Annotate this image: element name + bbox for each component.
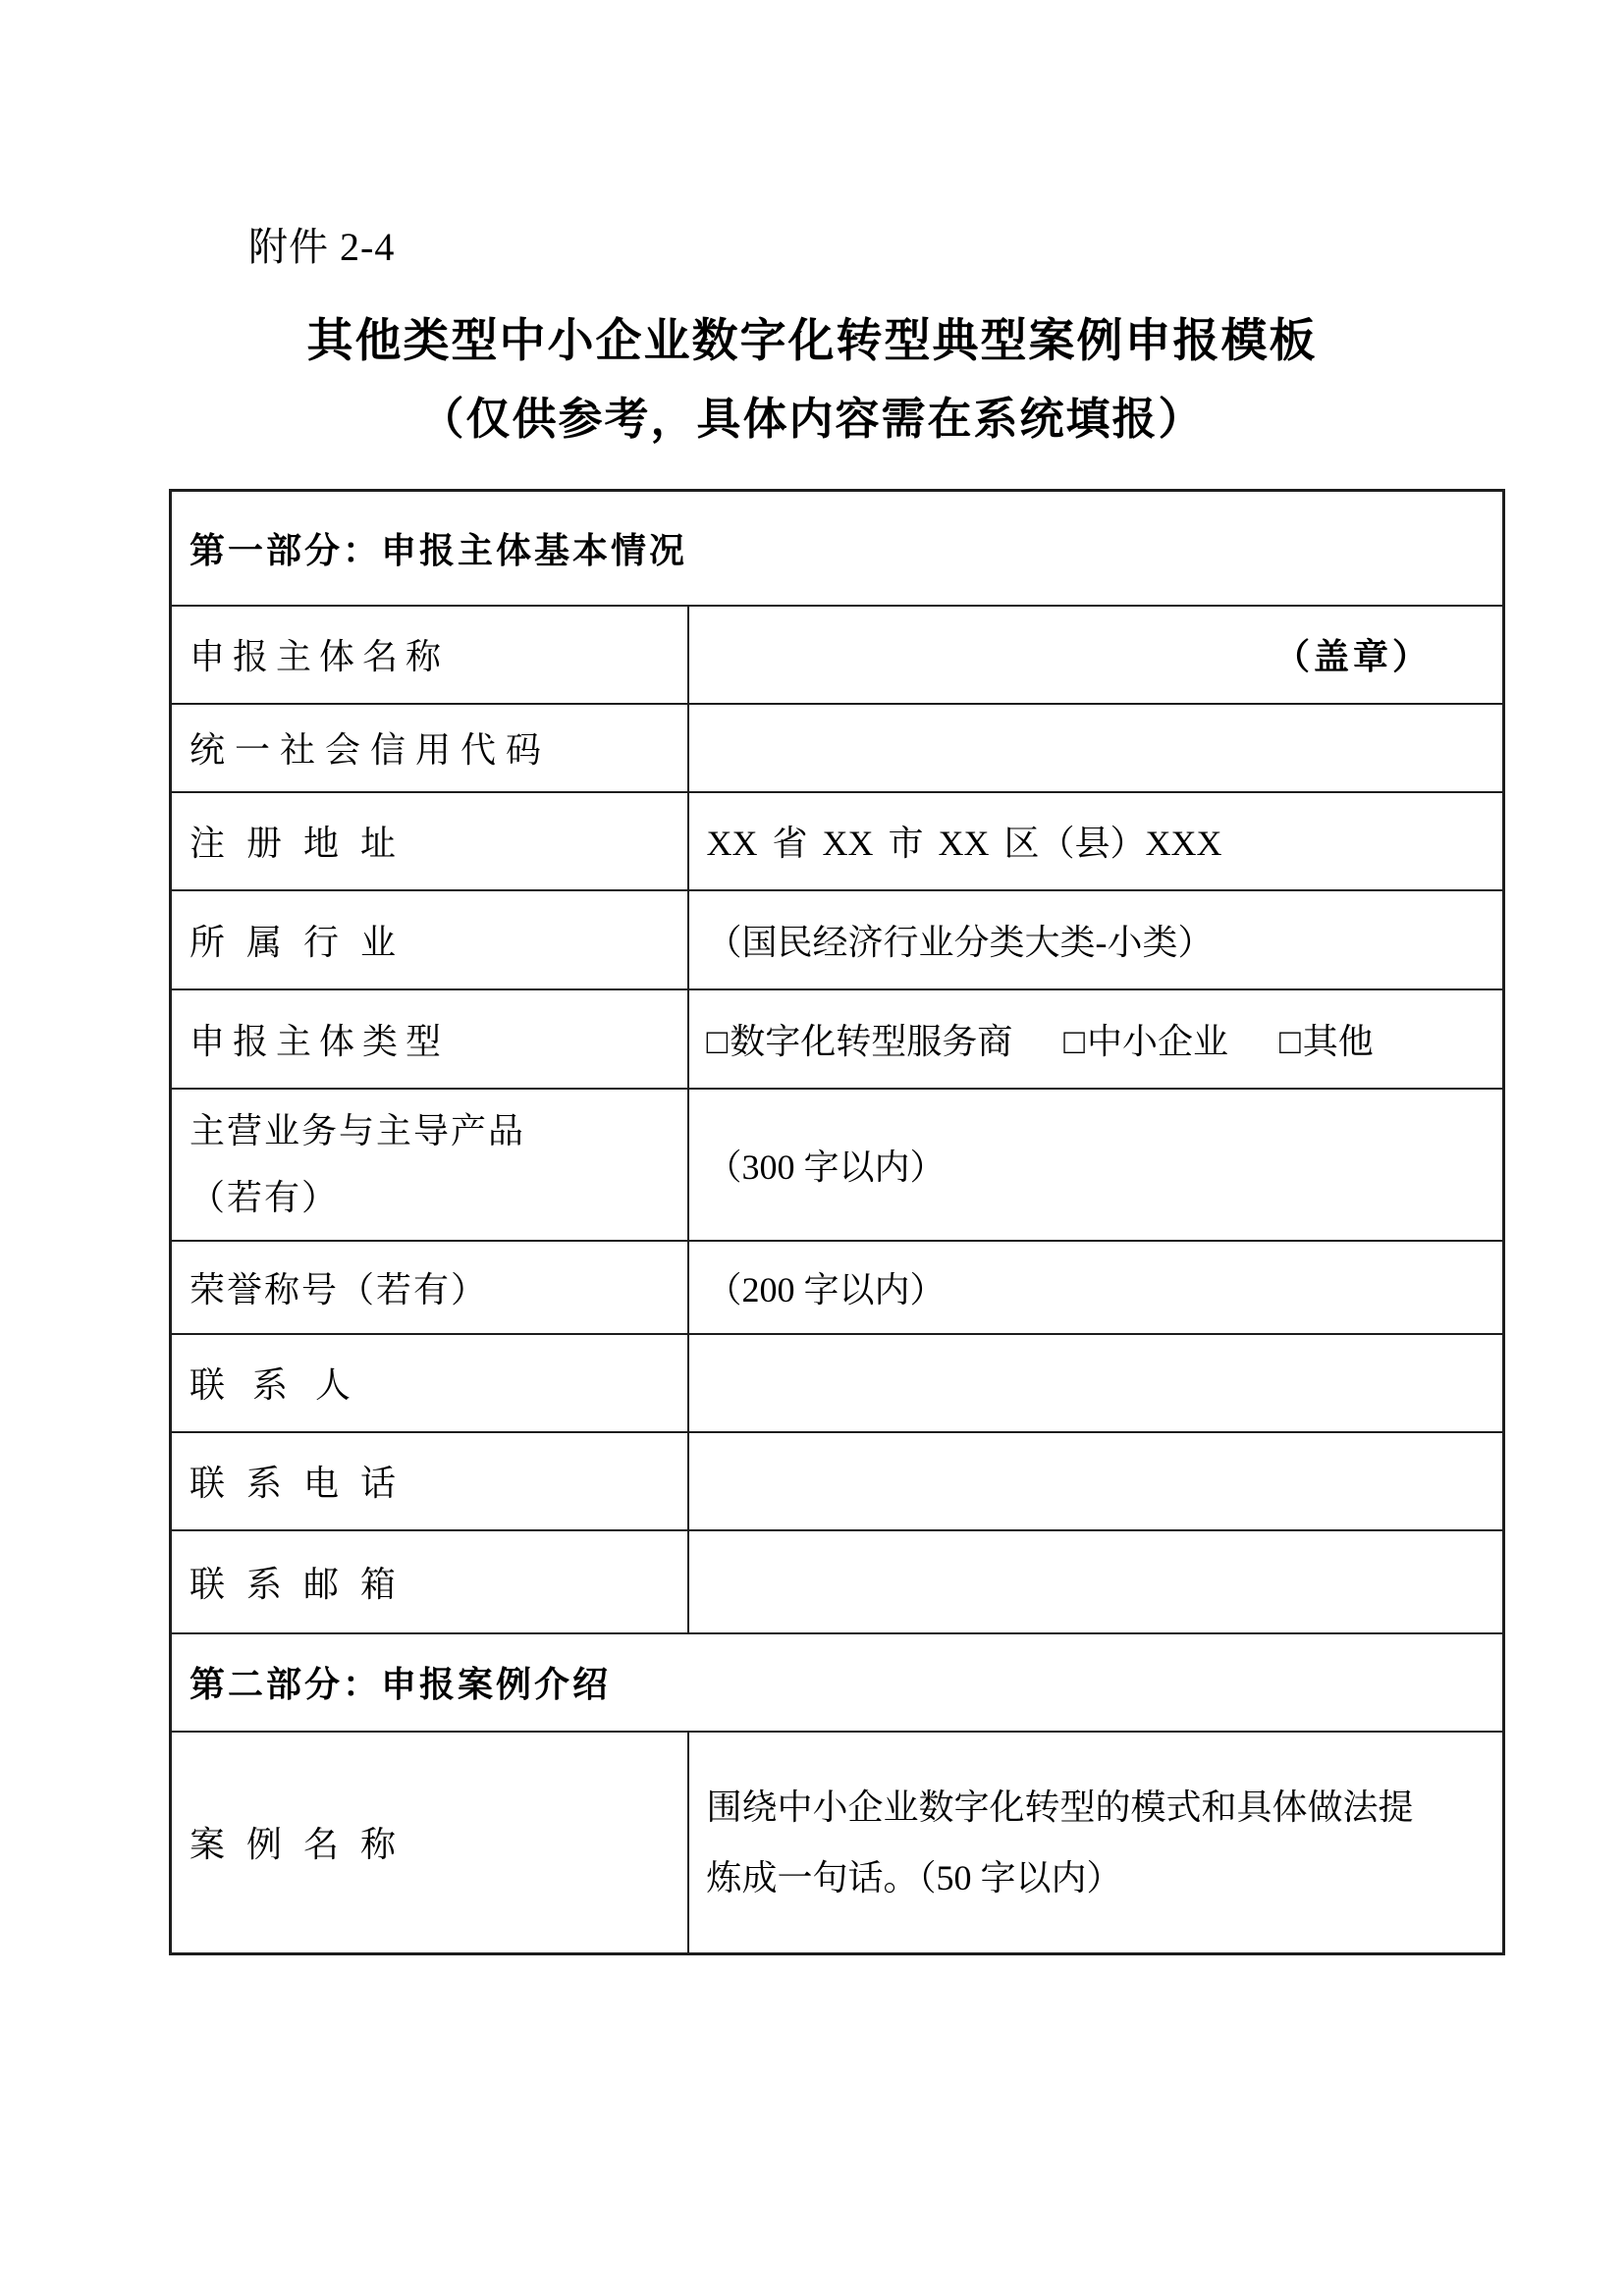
checkbox-option-sme[interactable] [1063,1014,1228,1064]
applicant-type-label: 申报主体类型 [171,989,688,1089]
row-credit-code [171,704,1504,792]
main-business-label [171,1089,688,1241]
main-business-value[interactable]: （300 字以内） [688,1089,1504,1241]
main-business-label-line1: 主营业务与主导产品 [189,1111,526,1150]
credit-code-value[interactable] [688,704,1504,792]
attachment-label: 附件 2-4 [248,225,396,269]
section-1-header-row [171,491,1504,606]
application-form-table [169,489,1505,1955]
row-industry [171,890,1504,989]
checkbox-icon[interactable]: □ [1063,1021,1086,1061]
checkbox-option-other[interactable] [1279,1014,1374,1064]
industry-label: 所属行业 [171,890,688,989]
row-honors [171,1241,1504,1334]
case-name-hint: 围绕中小企业数字化转型的模式和具体做法提炼成一句话。（50 字以内） [706,1787,1414,1897]
section-2-header: 第二部分：申报案例介绍 [171,1633,1504,1732]
contact-phone-label: 联系电话 [171,1432,688,1530]
row-main-business [171,1089,1504,1241]
applicant-name-label: 申报主体名称 [171,606,688,704]
page-title: 其他类型中小企业数字化转型典型案例申报模板 [306,316,1318,367]
applicant-type-value [688,989,1504,1089]
row-case-name [171,1732,1504,1954]
credit-code-label: 统一社会信用代码 [171,704,688,792]
registered-address-value[interactable]: XX 省 XX 市 XX 区（县）XXX [688,792,1504,890]
registered-address-label: 注册地址 [171,792,688,890]
case-name-label: 案例名称 [171,1732,688,1954]
checkbox-icon[interactable]: □ [1279,1021,1301,1061]
honors-value[interactable]: （200 字以内） [688,1241,1504,1334]
row-contact-phone [171,1432,1504,1530]
section-2-header-row [171,1633,1504,1732]
main-business-label-line2: （若有） [189,1178,340,1217]
row-applicant-name [171,606,1504,704]
stamp-hint: （盖章） [1273,637,1432,676]
case-name-value[interactable] [688,1732,1504,1954]
checkbox-option-label: 其他 [1302,1021,1374,1061]
row-contact-person [171,1334,1504,1432]
section-1-header: 第一部分：申报主体基本情况 [171,491,1504,606]
contact-person-value[interactable] [688,1334,1504,1432]
contact-phone-value[interactable] [688,1432,1504,1530]
contact-person-label: 联系人 [171,1334,688,1432]
applicant-type-options [707,1014,1488,1064]
checkbox-option-label: 数字化转型服务商 [730,1021,1013,1061]
checkbox-option-label: 中小企业 [1087,1021,1229,1061]
page-subtitle: （仅供参考，具体内容需在系统填报） [419,395,1205,444]
applicant-name-value[interactable] [688,606,1504,704]
checkbox-icon[interactable]: □ [706,1021,729,1061]
industry-value[interactable]: （国民经济行业分类大类-小类） [688,890,1504,989]
checkbox-option-digital-service-provider[interactable] [707,1014,1013,1064]
honors-label: 荣誉称号（若有） [171,1241,688,1334]
contact-email-value[interactable] [688,1530,1504,1633]
row-applicant-type [171,989,1504,1089]
contact-email-label: 联系邮箱 [171,1530,688,1633]
row-registered-address [171,792,1504,890]
row-contact-email [171,1530,1504,1633]
